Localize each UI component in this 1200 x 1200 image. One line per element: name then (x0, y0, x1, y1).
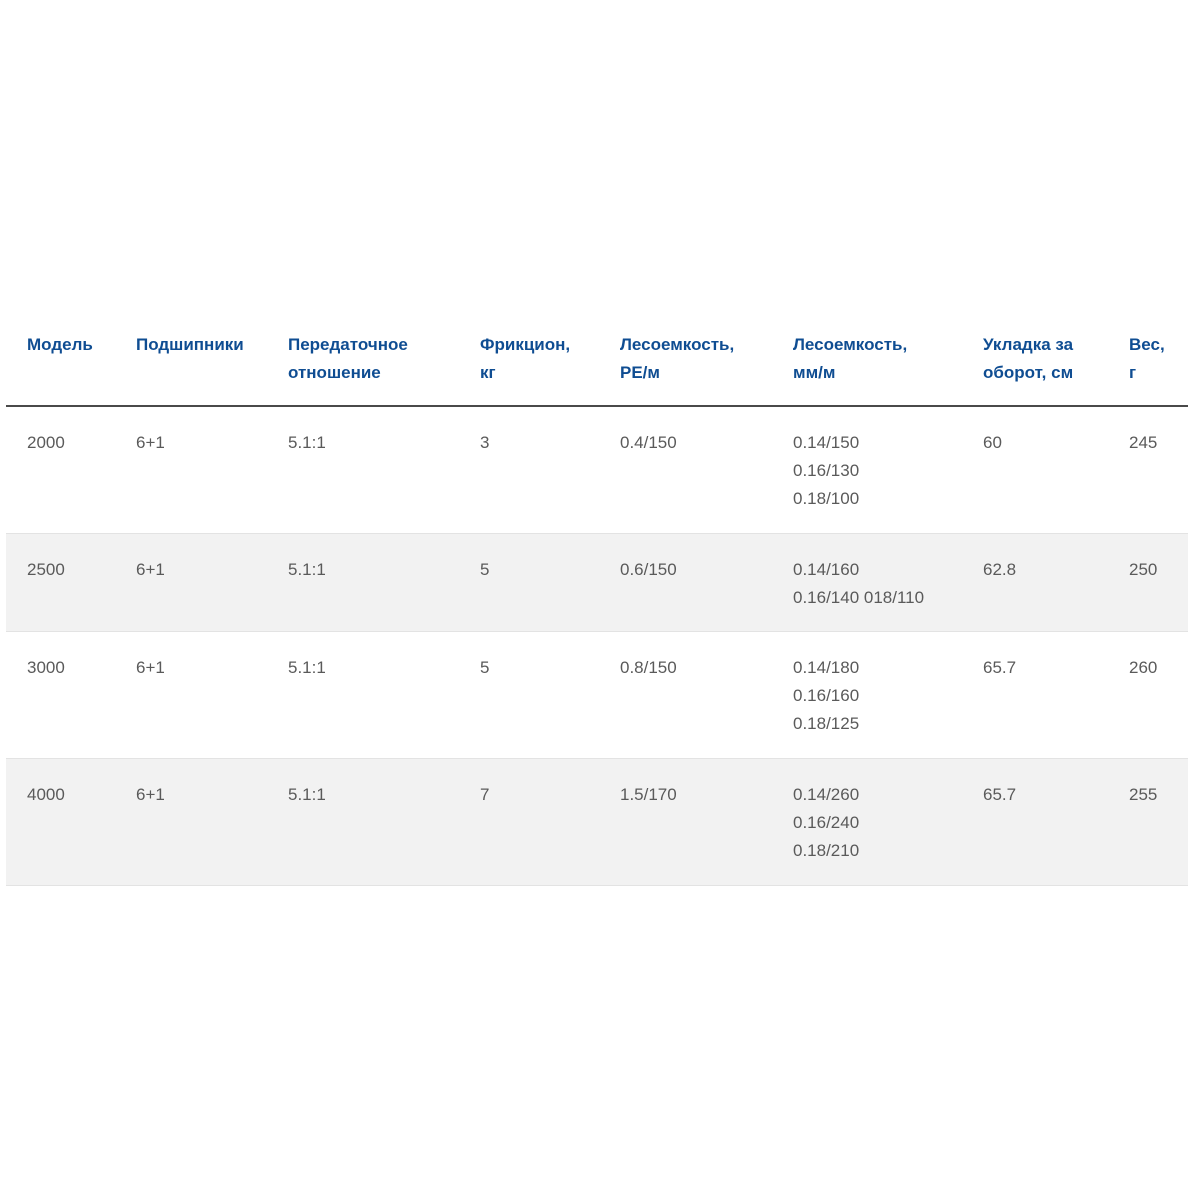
cell-gear-ratio: 5.1:1 (288, 433, 326, 452)
header-capacity-pe (599, 331, 772, 387)
capacity-mono-line: 0.14/150 (793, 433, 860, 452)
capacity-mono-line: 0.16/130 (793, 461, 860, 480)
cell-capacity-pe: 1.5/170 (620, 785, 677, 804)
header-gear-ratio-line-1: Передаточное (288, 335, 408, 354)
cell-capacity-pe: 0.6/150 (620, 560, 677, 579)
cell-gear-ratio: 5.1:1 (288, 785, 326, 804)
header-retrieve-line-2: оборот, см (983, 363, 1074, 382)
capacity-mono-line: 0.14/160 (793, 560, 860, 579)
cell-drag: 3 (480, 433, 490, 452)
capacity-mono-line: 0.18/100 (793, 489, 860, 508)
header-drag-line-2: кг (480, 363, 496, 382)
cell-retrieve: 60 (983, 433, 1002, 452)
cell-model: 2500 (27, 560, 65, 579)
capacity-mono-line: 0.16/240 (793, 813, 860, 832)
cell-gear-ratio: 5.1:1 (288, 560, 326, 579)
cell-weight: 245 (1129, 433, 1158, 452)
cell-weight: 255 (1129, 785, 1158, 804)
header-capacity-mono-line-1: Лесоемкость, (793, 335, 908, 354)
cell-capacity-mono (772, 654, 962, 738)
cell-weight: 250 (1129, 560, 1158, 579)
cell-capacity-mono (772, 781, 962, 865)
cell-bearings: 6+1 (136, 560, 165, 579)
cell-model: 3000 (27, 658, 65, 677)
spec-table (6, 318, 1188, 886)
header-capacity-mono (772, 331, 962, 387)
header-gear-ratio (267, 331, 459, 387)
cell-gear-ratio: 5.1:1 (288, 658, 326, 677)
header-retrieve (962, 331, 1108, 387)
cell-retrieve: 65.7 (983, 785, 1017, 804)
capacity-mono-line: 0.14/180 (793, 658, 860, 677)
cell-model: 2000 (27, 433, 65, 452)
cell-bearings: 6+1 (136, 785, 165, 804)
capacity-mono-line: 0.16/160 (793, 686, 860, 705)
cell-capacity-mono (772, 429, 962, 513)
header-gear-ratio-line-2: отношение (288, 363, 381, 382)
cell-capacity-pe: 0.4/150 (620, 433, 677, 452)
table-row (6, 759, 1188, 886)
cell-drag: 5 (480, 658, 490, 677)
cell-drag: 7 (480, 785, 490, 804)
capacity-mono-line: 0.16/140 018/110 (793, 588, 925, 607)
capacity-mono-line: 0.14/260 (793, 785, 860, 804)
header-retrieve-line-1: Укладка за (983, 335, 1074, 354)
header-weight (1108, 331, 1188, 387)
header-bearings (115, 331, 267, 359)
header-drag-line-1: Фрикцион, (480, 335, 571, 354)
cell-bearings: 6+1 (136, 658, 165, 677)
cell-drag: 5 (480, 560, 490, 579)
header-capacity-mono-line-2: мм/м (793, 363, 836, 382)
header-drag (459, 331, 599, 387)
header-bearings-line-1: Подшипники (136, 335, 244, 354)
header-capacity-pe-line-1: Лесоемкость, (620, 335, 735, 354)
cell-weight: 260 (1129, 658, 1158, 677)
cell-retrieve: 62.8 (983, 560, 1017, 579)
header-capacity-pe-line-2: PE/м (620, 363, 660, 382)
capacity-mono-line: 0.18/125 (793, 714, 860, 733)
table-header-row (6, 318, 1188, 407)
header-model (6, 331, 115, 359)
cell-model: 4000 (27, 785, 65, 804)
cell-capacity-mono (772, 556, 962, 612)
table-row (6, 632, 1188, 759)
header-weight-line-1: Вес, (1129, 335, 1165, 354)
header-weight-line-2: г (1129, 363, 1137, 382)
capacity-mono-line: 0.18/210 (793, 841, 860, 860)
cell-retrieve: 65.7 (983, 658, 1017, 677)
header-model-line-1: Модель (27, 335, 93, 354)
cell-capacity-pe: 0.8/150 (620, 658, 677, 677)
table-row (6, 534, 1188, 632)
cell-bearings: 6+1 (136, 433, 165, 452)
table-row (6, 407, 1188, 534)
